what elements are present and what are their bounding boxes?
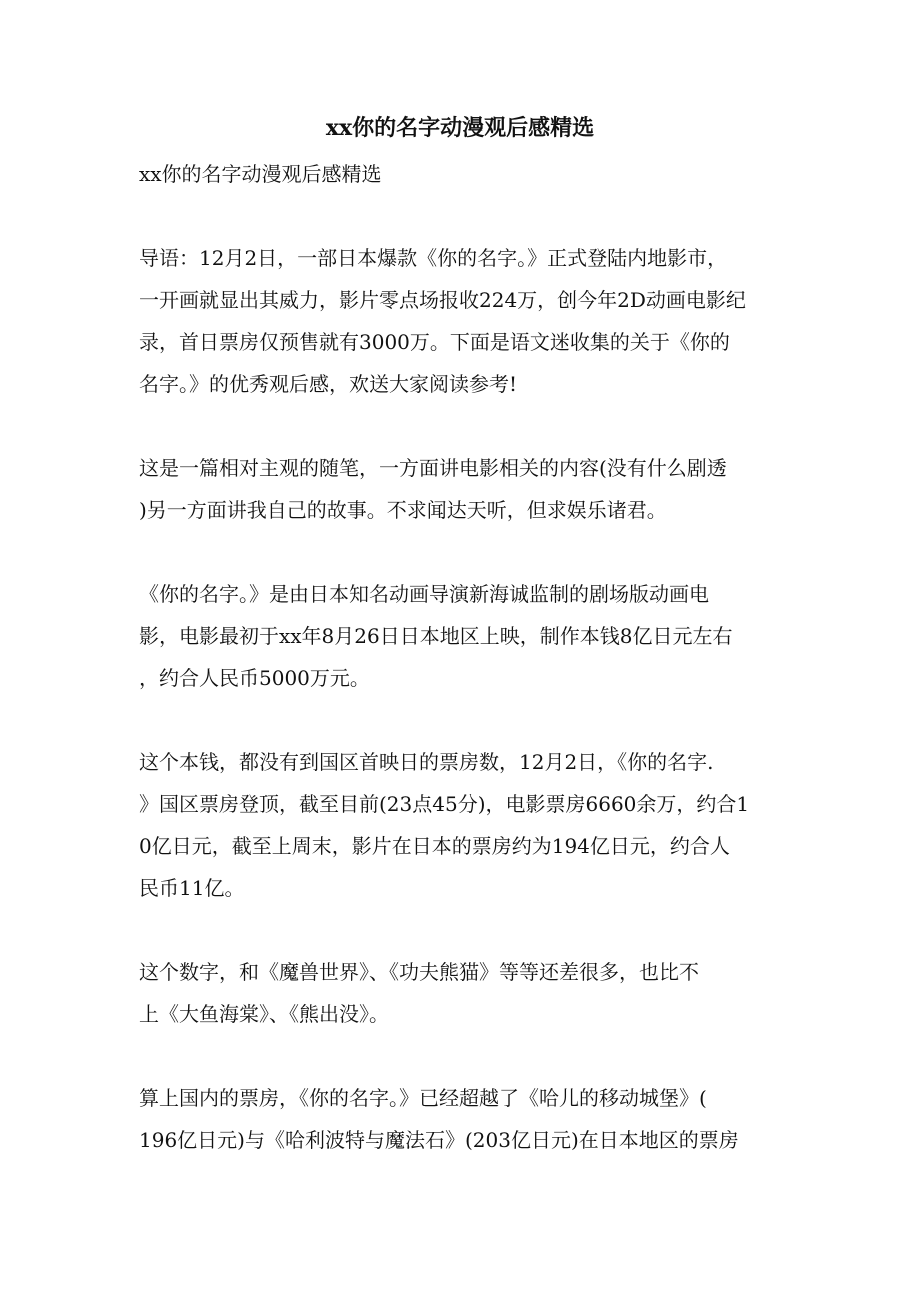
paragraph-line: 196亿日元)与《哈利波特与魔法石》(203亿日元)在日本地区的票房 [139,1128,739,1152]
paragraph-line: 算上国内的票房，《你的名字。》已经超越了《哈儿的移动城堡》( [139,1086,707,1110]
paragraph-line: 这个本钱，都没有到国区首映日的票房数，12月2日，《你的名字. [139,750,714,774]
paragraph-line: 这是一篇相对主观的随笔，一方面讲电影相关的内容(没有什么剧透 [139,456,727,480]
paragraph-line: 影，电影最初于xx年8月26日日本地区上映，制作本钱8亿日元左右 [139,624,733,648]
paragraph-line: 这个数字，和《魔兽世界》、《功夫熊猫》等等还差很多，也比不 [139,960,699,984]
paragraph-line: )另一方面讲我自己的故事。不求闻达天听，但求娱乐诸君。 [139,498,667,522]
paragraph-line: 上《大鱼海棠》、《熊出没》。 [139,1002,389,1026]
paragraph-line: 一开画就显出其威力，影片零点场报收224万，创今年2D动画电影纪 [139,288,746,312]
paragraph-line: 导语：12月2日，一部日本爆款《你的名字。》正式登陆内地影市， [139,246,728,270]
paragraph-line: 名字。》的优秀观后感，欢送大家阅读参考! [139,372,518,396]
document-subtitle: xx你的名字动漫观后感精选 [139,162,382,186]
paragraph-line: 民币11亿。 [139,876,245,900]
paragraph-line: 0亿日元，截至上周末，影片在日本的票房约为194亿日元，约合人 [139,834,730,858]
paragraph-line: 》国区票房登顶，截至目前(23点45分)，电影票房6660余万，约合1 [139,792,750,816]
paragraph-line: 录，首日票房仅预售就有3000万。下面是语文迷收集的关于《你的 [139,330,730,354]
document-title: xx你的名字动漫观后感精选 [325,115,595,141]
paragraph-line: 《你的名字。》是由日本知名动画导演新海诚监制的剧场版动画电 [139,582,709,606]
paragraph-line: ，约合人民币5000万元。 [139,666,370,690]
